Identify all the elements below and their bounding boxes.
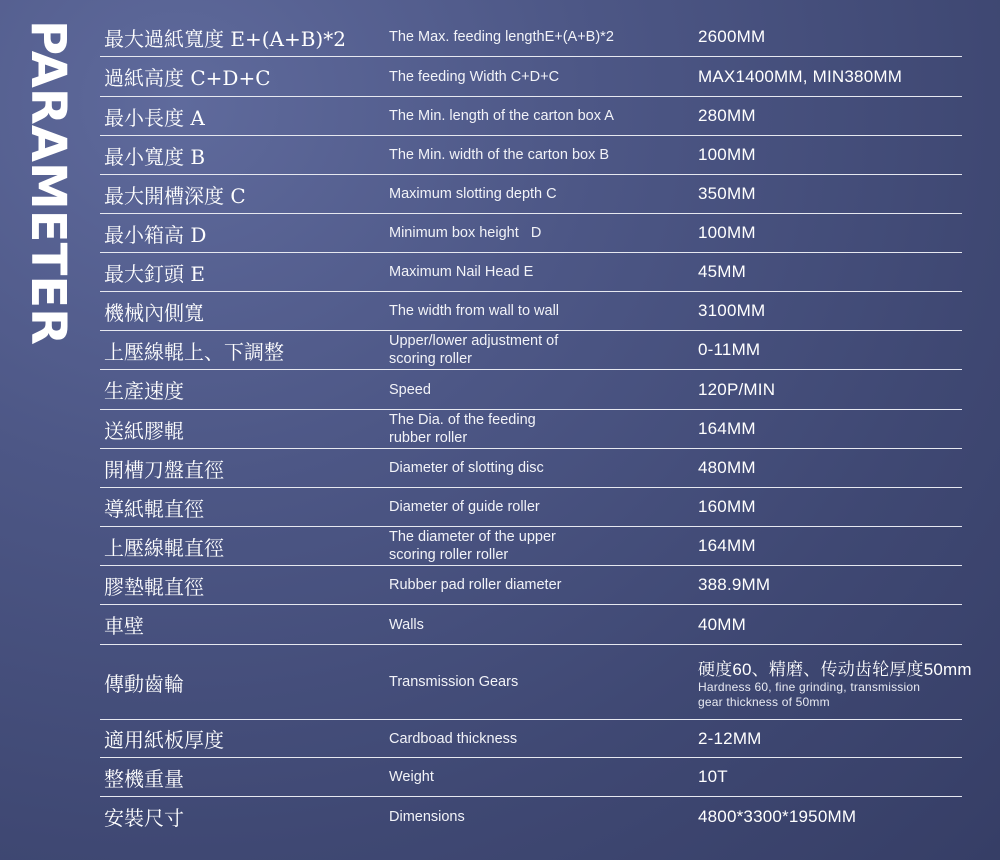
row-value: 164MM xyxy=(698,536,756,555)
row-label-en: The feeding Width C+D+C xyxy=(389,68,560,85)
row-value: 4800*3300*1950MM xyxy=(698,806,857,826)
table-row xyxy=(100,449,962,488)
row-label-en: Cardboad thickness xyxy=(389,730,518,747)
row-label-en: Maximum slotting depth C xyxy=(389,186,557,202)
row-label-en: Diameter of slotting disc xyxy=(389,460,544,476)
row-value: MAX1400MM, MIN380MM xyxy=(698,66,903,86)
row-label-zh: 上壓線輥直徑 xyxy=(104,535,224,560)
table-row xyxy=(100,645,972,720)
row-value: 280MM xyxy=(698,106,756,125)
row-value: 100MM xyxy=(698,145,756,164)
row-label-zh: 送紙膠輥 xyxy=(104,418,184,443)
table-row xyxy=(100,566,962,605)
table-row xyxy=(100,253,962,292)
row-label-en: Speed xyxy=(389,381,431,398)
row-label-en: Minimum box height D xyxy=(389,225,542,241)
row-label-zh: 最小寬度 B xyxy=(104,144,206,169)
row-label-zh: 整機重量 xyxy=(104,766,184,791)
row-label-zh: 傳動齒輪 xyxy=(104,671,184,696)
table-row xyxy=(100,175,962,214)
row-value: 350MM xyxy=(698,184,756,203)
parameter-title xyxy=(18,20,78,360)
row-value-sub: Hardness 60, fine grinding, transmission gear thickness of 50mm xyxy=(698,679,921,709)
table-row xyxy=(100,758,962,797)
row-value: 164MM xyxy=(698,419,756,438)
row-label-en: Transmission Gears xyxy=(389,674,519,690)
row-value-main: 硬度60、精磨、传动齿轮厚度50mm xyxy=(698,659,972,679)
row-label-zh: 過紙高度 C+D+C xyxy=(104,66,271,90)
row-value: 0-11MM xyxy=(698,340,761,359)
table-row xyxy=(100,136,962,175)
table-row xyxy=(100,797,962,836)
table-row xyxy=(100,720,962,758)
table-row xyxy=(100,331,962,370)
parameter-table xyxy=(100,18,972,836)
row-label-zh: 最小箱高 D xyxy=(104,222,207,247)
table-row xyxy=(100,410,962,449)
table-row xyxy=(100,527,962,566)
table-row xyxy=(100,18,962,57)
row-value: 480MM xyxy=(698,458,756,477)
row-label-en: The diameter of the upper scoring roller roller xyxy=(389,529,556,563)
row-label-zh: 膠墊輥直徑 xyxy=(104,574,204,599)
row-label-zh: 適用紙板厚度 xyxy=(104,728,224,752)
row-label-en: Dimensions xyxy=(389,808,465,825)
table-row xyxy=(100,605,962,645)
table-row xyxy=(100,370,962,410)
table-row xyxy=(100,97,962,136)
row-value: 120P/MIN xyxy=(698,379,776,399)
row-label-zh: 最大過紙寬度 E+(A+B)*2 xyxy=(104,26,346,51)
row-value: 2600MM xyxy=(698,27,766,46)
row-label-zh: 最大開槽深度 C xyxy=(104,183,246,208)
table-row xyxy=(100,214,962,253)
row-label-zh: 最小長度 A xyxy=(104,105,205,130)
row-value: 388.9MM xyxy=(698,575,771,594)
row-label-en: The Min. length of the carton box A xyxy=(389,108,614,124)
row-label-zh: 安裝尺寸 xyxy=(104,806,184,830)
row-label-zh: 車壁 xyxy=(104,614,144,638)
row-label-zh: 上壓線輥上、下調整 xyxy=(104,339,284,364)
row-value: 2-12MM xyxy=(698,728,762,748)
row-label-en: Walls xyxy=(389,616,424,633)
row-label-en: Diameter of guide roller xyxy=(389,499,540,515)
parameter-title-text: PARAMETER xyxy=(20,20,76,346)
row-label-en: Rubber pad roller diameter xyxy=(389,577,562,593)
row-label-en: The width from wall to wall xyxy=(389,303,560,319)
row-label-en: Upper/lower adjustment of scoring roller xyxy=(389,333,559,367)
row-label-en: Maximum Nail Head E xyxy=(389,264,534,280)
row-value: 40MM xyxy=(698,614,747,634)
row-label-en: The Max. feeding lengthE+(A+B)*2 xyxy=(389,29,614,45)
row-value xyxy=(698,645,972,719)
row-value: 100MM xyxy=(698,223,756,242)
row-label-en: Weight xyxy=(389,769,434,785)
table-row xyxy=(100,292,962,331)
row-label-zh: 導紙輥直徑 xyxy=(104,496,204,521)
row-value: 160MM xyxy=(698,497,756,516)
row-label-zh: 最大釘頭 E xyxy=(104,261,205,286)
row-label-en: The Dia. of the feeding rubber roller xyxy=(389,412,536,446)
table-row xyxy=(100,57,962,97)
row-label-zh: 生產速度 xyxy=(104,379,184,403)
row-label-zh: 開槽刀盤直徑 xyxy=(104,457,224,482)
row-label-zh: 機械內側寬 xyxy=(104,300,204,325)
table-row xyxy=(100,488,962,527)
row-value: 3100MM xyxy=(698,301,766,320)
row-label-en: The Min. width of the carton box B xyxy=(389,147,610,163)
row-value: 10T xyxy=(698,767,728,786)
row-value: 45MM xyxy=(698,262,747,281)
